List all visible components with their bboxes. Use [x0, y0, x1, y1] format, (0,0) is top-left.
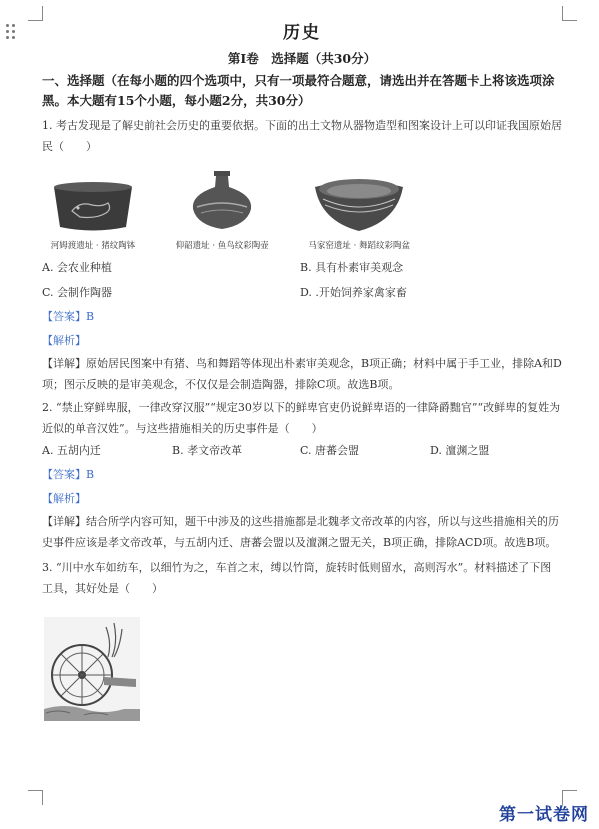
- page-corner-mark-top-right: [562, 6, 577, 21]
- option-a[interactable]: A. 会农业种植: [42, 261, 112, 274]
- option-b[interactable]: B. 孝文帝改革: [172, 444, 243, 457]
- option-b[interactable]: B. 具有朴素审美观念: [300, 261, 404, 274]
- question-1-figures: [50, 169, 410, 251]
- pig-pattern-pottery-bowl-icon: [50, 177, 136, 235]
- waterwheel-tool-icon: [44, 617, 140, 721]
- part-title: 第Ⅰ卷 选择题（共30分）: [227, 51, 377, 66]
- section-instructions: 一、选择题（在每小题的四个选项中，只有一项最符合题意，请选出并在答题卡上将该选项涂黑。本大题有15个小题，每小题2分，共30分）: [42, 73, 555, 108]
- question-1-stem: 1. 考古发现是了解史前社会历史的重要依据。下面的出土文物从器物造型和图案设计上可以印证我国原始居民（ ）: [42, 119, 562, 153]
- fish-bird-painted-pottery-pot-icon: [187, 169, 257, 235]
- answer-detail: 【详解】原始居民图案中有猪、鸟和舞蹈等体现出朴素审美观念，B项正确；材料中属于手工业，排除A和D项；图示反映的是审美观念，不仅仅是会制造陶器，排除C项。故选B项。: [42, 357, 562, 391]
- question-1-options: [42, 255, 562, 305]
- watermark-logo: 第一试卷网: [499, 805, 589, 825]
- figure-caption: 仰韶遗址 · 鱼鸟纹彩陶壶: [175, 241, 269, 251]
- option-c[interactable]: C. 会制作陶器: [42, 286, 113, 299]
- analysis-tag: 【解析】: [42, 492, 86, 505]
- dance-pattern-pottery-basin-icon: [311, 175, 407, 235]
- option-a[interactable]: A. 五胡内迁: [42, 444, 101, 457]
- figure-fish-bird-pot: [176, 169, 269, 251]
- page-corner-mark-bottom-left: [28, 790, 43, 805]
- figure-waterwheel: [44, 617, 562, 725]
- option-d[interactable]: D. .开始饲养家禽家畜: [300, 286, 407, 299]
- figure-caption: 马家窑遗址 · 舞蹈纹彩陶盆: [308, 241, 410, 251]
- page-title: 历史: [283, 23, 321, 43]
- page-corner-mark-top-left: [28, 6, 43, 21]
- question-2-stem: 2. “禁止穿鲜卑服，一律改穿汉服”“规定30岁以下的鲜卑官吏仍说鲜卑语的一律降爵黜官”“改鲜卑的复姓为近似的单音汉姓”。与这些措施相关的历史事件是（ ）: [42, 401, 561, 435]
- drag-handle-icon[interactable]: [6, 24, 18, 40]
- answer-detail: 【详解】结合所学内容可知，题干中涉及的这些措施都是北魏孝文帝改革的内容，所以与这些措施相关的历史事件应该是孝文帝改革，与五胡内迁、唐蕃会盟以及澶渊之盟无关，B项正确，排除ACD项。故选B项。: [42, 515, 559, 549]
- option-d[interactable]: D. 澶渊之盟: [430, 444, 490, 457]
- answer-tag: 【答案】B: [42, 310, 95, 323]
- figure-pig-bowl: [50, 177, 136, 251]
- question-3-stem: 3. “川中水车如纺车，以细竹为之，车首之末，缚以竹筒，旋转时低则留水，高则泻水”。材料描述了下图工具，其好处是（ ）: [42, 561, 552, 595]
- document-page: [42, 10, 562, 725]
- analysis-tag: 【解析】: [42, 334, 86, 347]
- option-c[interactable]: C. 唐蕃会盟: [300, 444, 360, 457]
- figure-caption: 河姆渡遗址 · 猪纹陶钵: [50, 241, 136, 251]
- answer-tag: 【答案】B: [42, 468, 95, 481]
- question-2-options: [42, 439, 562, 463]
- figure-dance-basin: [308, 175, 410, 251]
